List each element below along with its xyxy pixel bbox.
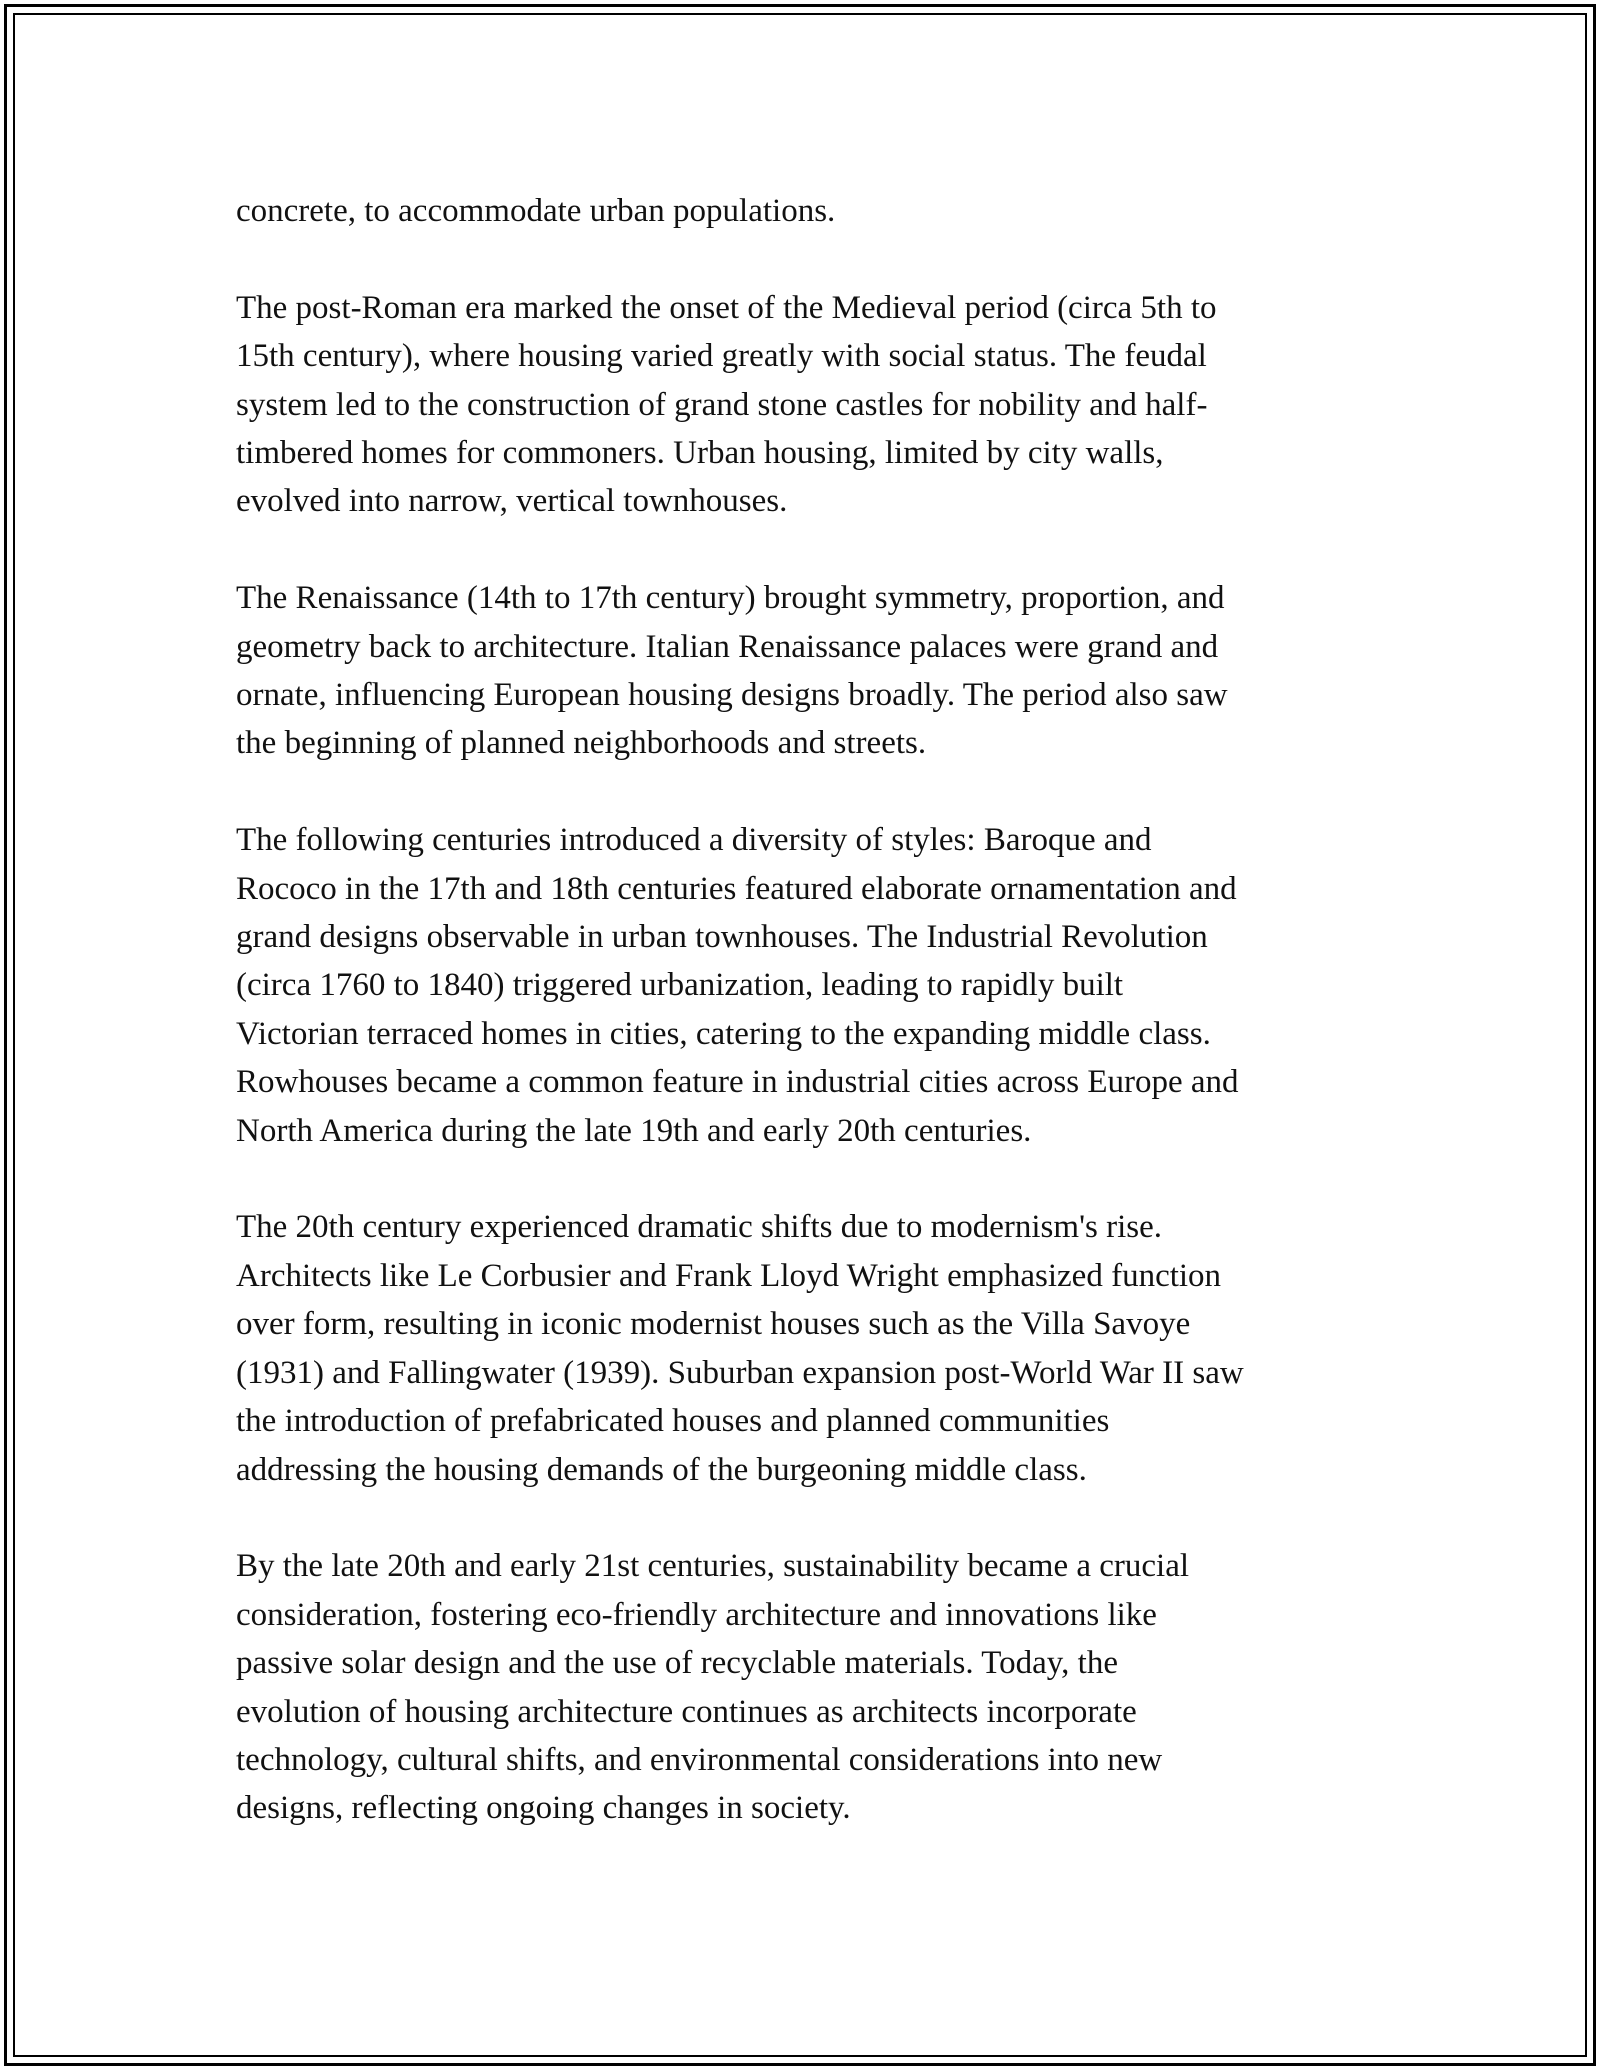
document-body: [236, 187, 1376, 1881]
paragraph-medieval: The post-Roman era marked the onset of the Medieval period (circa 5th to 15th century), where housing varied greatly with social status. The feudal system led to the construction of grand stone castles for nobility and half- timbered homes for commoners. Urban housing, limited by city walls, evolved into narrow, vertical townhouses.: [236, 289, 1217, 520]
paragraph-renaissance: The Renaissance (14th to 17th century) brought symmetry, proportion, and geometry back to architecture. Italian Renaissance palaces were grand and ornate, influencing European housing designs broadly. The period also saw the beginning of planned neighborhoods and streets.: [236, 580, 1228, 762]
paragraph-following-centuries: The following centuries introduced a diversity of styles: Baroque and Rococo in the 17th and 18th centuries featured elaborate ornamentation and grand designs observable in urban townhouses. The Industrial Revolution (circa 1760 to 1840) triggered urbanization, leading to rapidly built Victorian terraced homes in cities, catering to the expanding middle class. Rowhouses became a common feature in industrial cities across Europe and North America during the late 19th and early 20th centuries.: [236, 822, 1239, 1149]
paragraph-20th-century: The 20th century experienced dramatic shifts due to modernism's rise. Architects like Le Corbusier and Frank Lloyd Wright emphasized function over form, resulting in iconic modernist houses such as the Villa Savoye (1931) and Fallingwater (1939). Suburban expansion post-World War II saw the introduction of prefabricated houses and planned communities addressing the housing demands of the burgeoning middle class.: [236, 1209, 1244, 1488]
paragraph-concrete: concrete, to accommodate urban populations.: [236, 193, 836, 229]
paragraph-sustainability: By the late 20th and early 21st centuries, sustainability became a crucial consideration, fostering eco-friendly architecture and innovations like passive solar design and the use of recyclable materials. Today, the evolution of housing architecture continues as architects incorporate technology, cultural shifts, and environmental considerations into new designs, reflecting ongoing changes in society.: [236, 1548, 1190, 1827]
